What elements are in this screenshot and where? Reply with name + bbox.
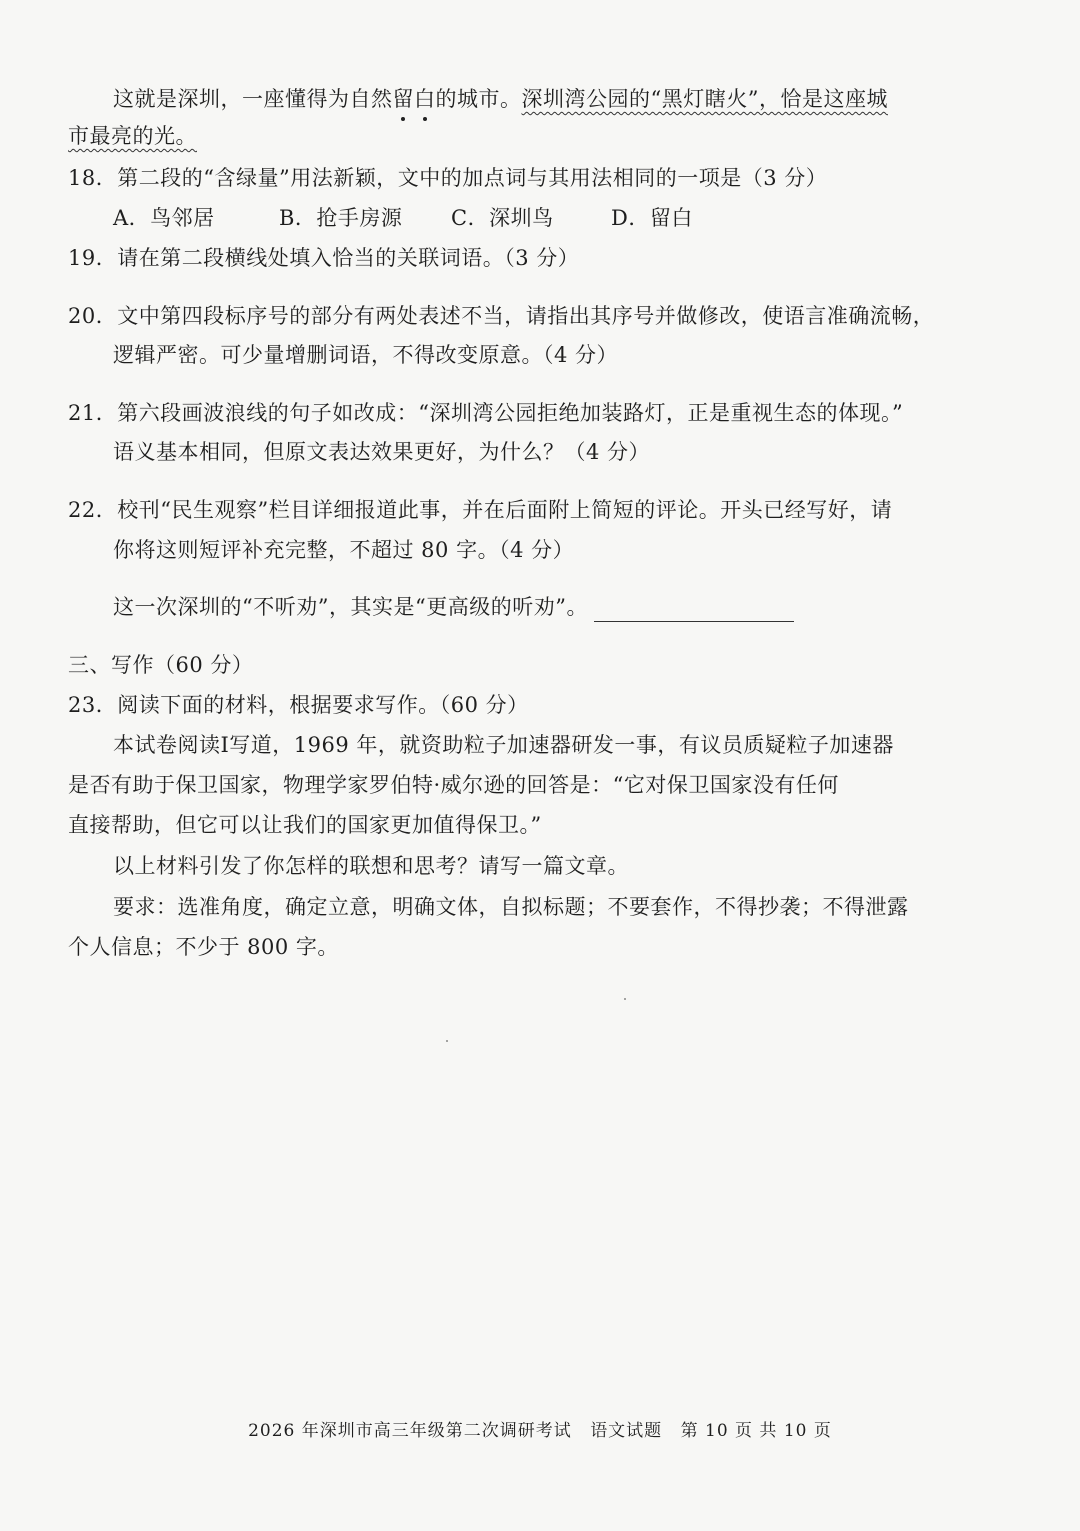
scan-speck [446,1040,448,1042]
footer-subject: 语文试题 [590,1421,663,1441]
q23-material-line3: 直接帮助，但它可以让我们的国家更加值得保卫。” [68,813,542,837]
top-paragraph-line1 [113,84,888,114]
question-23: 23．阅读下面的材料，根据要求写作。（60 分） [68,693,529,717]
q22-prompt-text: 这一次深圳的“不听劝”，其实是“更高级的听劝”。 [113,595,588,619]
q23-requirements-line1: 要求：选准角度，确定立意，明确文体，自拟标题；不要套作，不得抄袭；不得泄露 [113,895,909,919]
q23-material-line2: 是否有助于保卫国家，物理学家罗伯特·威尔逊的回答是：“它对保卫国家没有任何 [68,773,839,797]
question-21-line1: 21．第六段画波浪线的句子如改成：“深圳湾公园拒绝加装路灯，正是重视生态的体现。” [68,401,904,425]
question-19: 19．请在第二段横线处填入恰当的关联词语。（3 分） [68,246,580,270]
scan-speck [624,998,626,1000]
page-footer [0,1416,1080,1441]
footer-page-number: 第 10 页 共 10 页 [680,1421,832,1441]
q18-option-a: A．鸟邻居 [113,206,215,230]
emphasis-dot-char-2: 白 [414,84,436,114]
wavy-underlined-sentence-part1: 深圳湾公园的“黑灯瞎火”，恰是这座城 [521,87,888,111]
question-22-line1: 22．校刊“民生观察”栏目详细报道此事，并在后面附上简短的评论。开头已经写好，请 [68,498,893,522]
question-18: 18．第二段的“含绿量”用法新颖，文中的加点词与其用法相同的一项是（3 分） [68,166,828,190]
question-21-line2: 语义基本相同，但原文表达效果更好，为什么？（4 分） [113,440,651,464]
emphasis-dot-char-1: 留 [393,84,415,114]
top-paragraph-text: 这就是深圳，一座懂得为自然 [113,87,393,111]
q23-prompt: 以上材料引发了你怎样的联想和思考？请写一篇文章。 [113,854,629,878]
question-20-line1: 20．文中第四段标序号的部分有两处表述不当，请指出其序号并做修改，使语言准确流畅， [68,304,935,328]
question-18-options [113,203,693,233]
q18-option-d: D．留白 [611,206,693,230]
question-20-line2: 逻辑严密。可少量增删词语，不得改变原意。（4 分） [113,343,619,367]
q18-option-b: B．抢手房源 [279,206,403,230]
q23-material-line1: 本试卷阅读Ⅰ写道，1969 年，就资助粒子加速器研发一事，有议员质疑粒子加速器 [113,733,894,757]
q23-requirements-line2: 个人信息；不少于 800 字。 [68,935,339,959]
top-paragraph-text-b: 的城市。 [435,87,522,111]
answer-blank-line[interactable] [594,599,794,622]
wavy-underlined-sentence-part2: 市最亮的光。 [68,124,197,148]
question-22-line2: 你将这则短评补充完整，不超过 80 字。（4 分） [113,538,575,562]
section-3-title: 三、写作（60 分） [68,653,254,677]
q18-option-c: C．深圳鸟 [451,206,554,230]
question-22-prompt [113,592,794,622]
footer-exam-title: 2026 年深圳市高三年级第二次调研考试 [248,1421,572,1441]
top-paragraph-line2 [68,121,197,151]
